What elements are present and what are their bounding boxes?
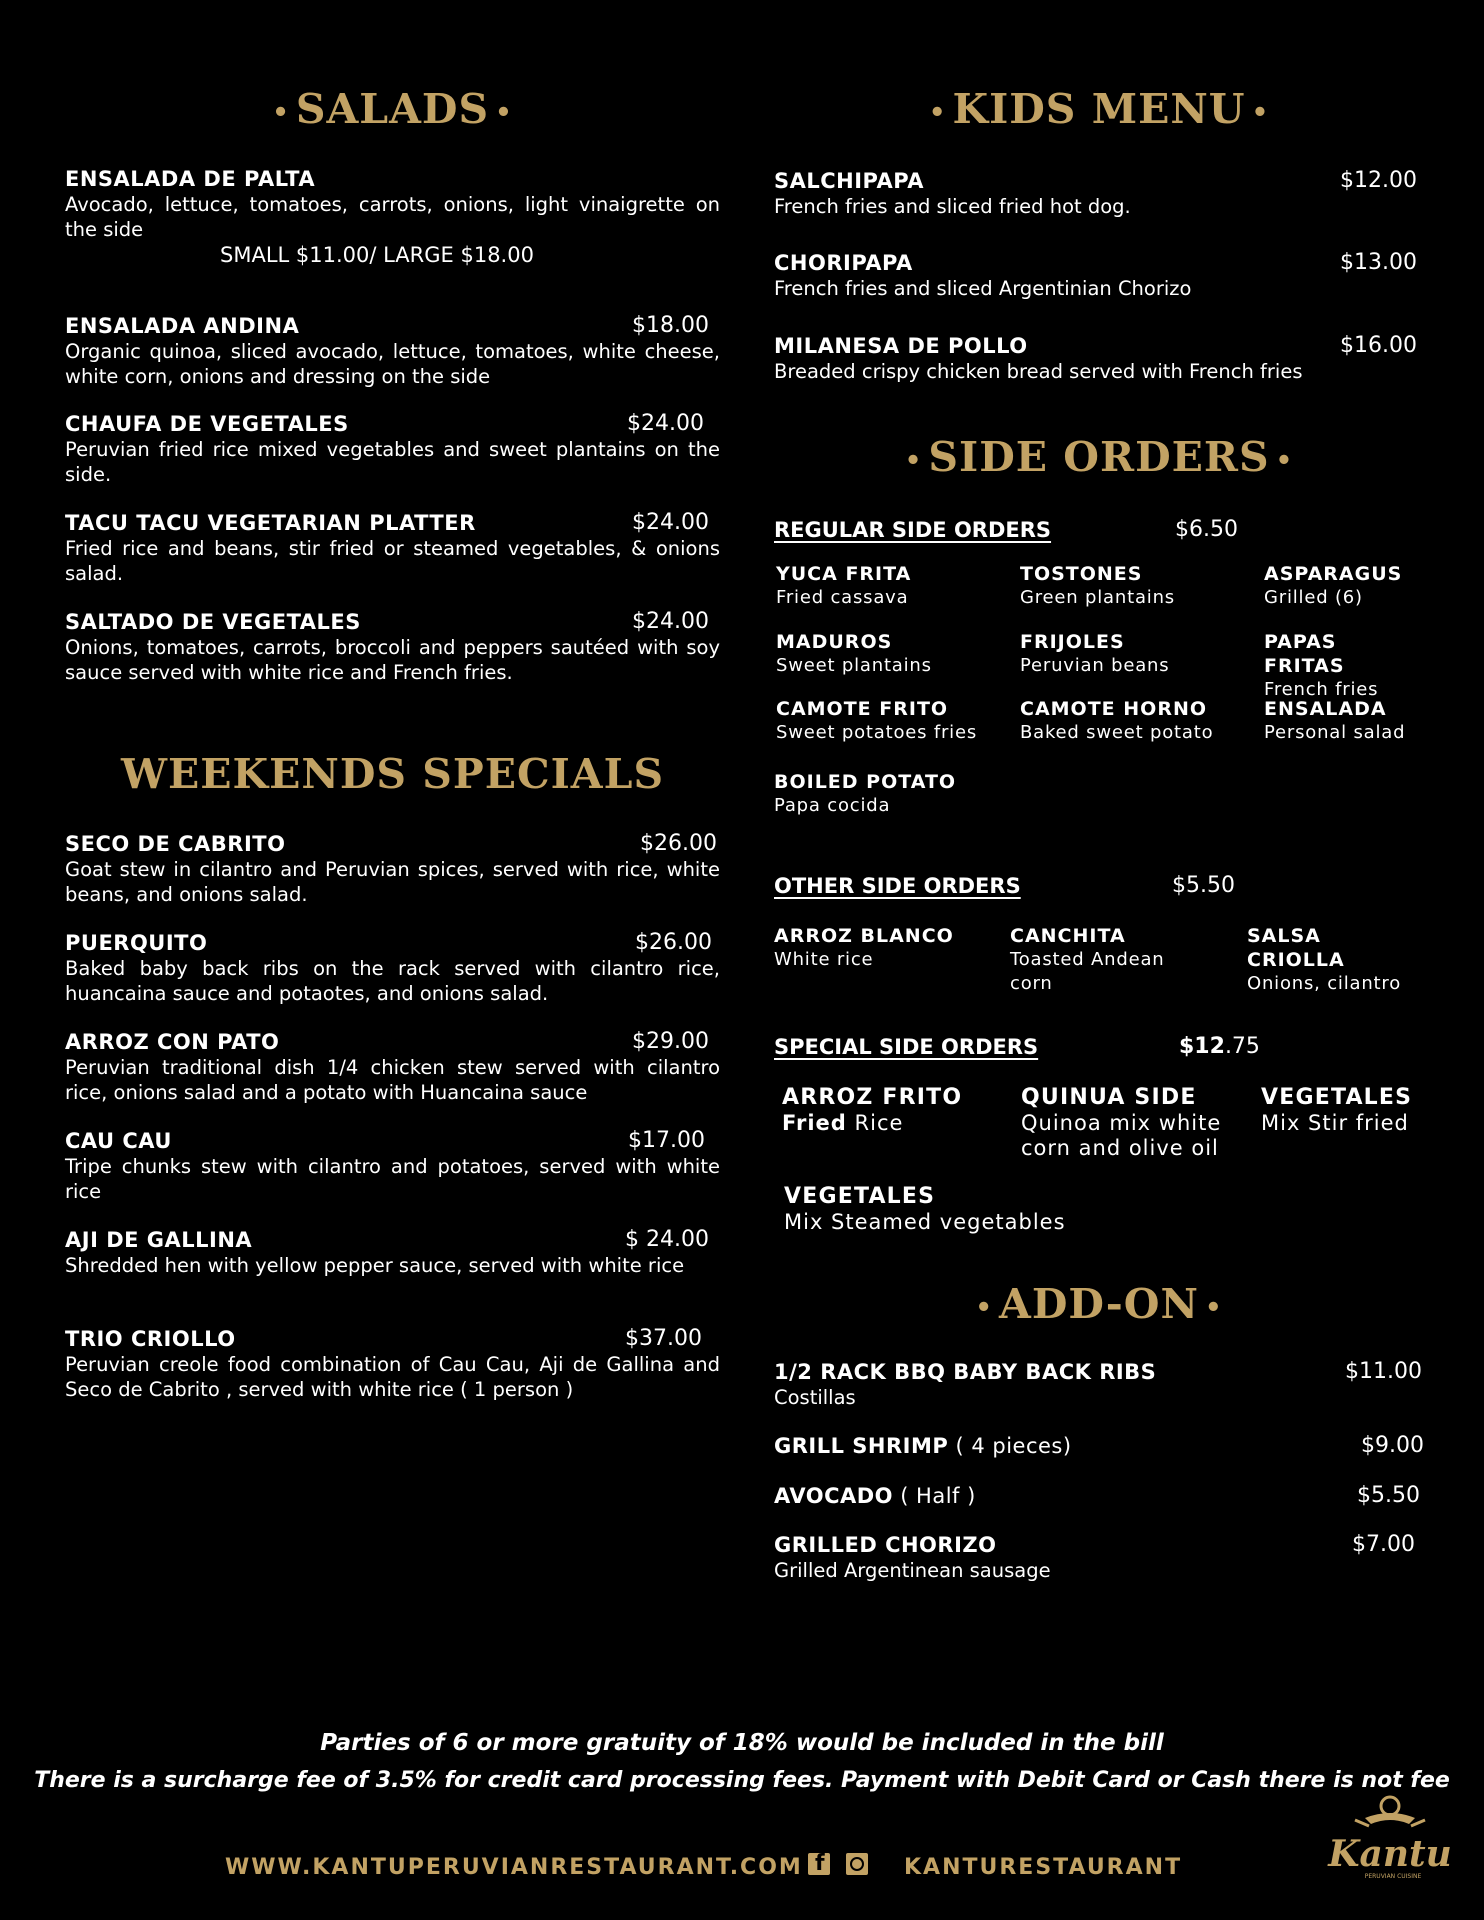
item-description: Peruvian traditional dish 1/4 chicken stew served with cilantro rice, onions salad and a potato with Huancaina sauce — [65, 1056, 720, 1104]
side-item — [776, 630, 932, 678]
item-name: ARROZ CON PATO — [65, 1030, 280, 1054]
menu-item — [774, 333, 1424, 384]
regular-side-orders-price: $6.50 — [1175, 517, 1238, 542]
side-item-name: ARROZ FRITO — [782, 1085, 963, 1110]
menu-item — [65, 930, 720, 1006]
side-item — [1247, 924, 1424, 996]
item-price: $18.00 — [632, 313, 709, 338]
special-side-orders-label: SPECIAL SIDE ORDERS — [774, 1035, 1039, 1059]
side-item-name: MADUROS — [776, 631, 893, 653]
item-name: ENSALADA DE PALTA — [65, 167, 316, 191]
side-item — [1261, 1085, 1412, 1136]
item-description: Breaded crispy chicken bread served with French fries — [774, 360, 1303, 383]
item-description: Peruvian fried rice mixed vegetables and sweet plantains on the side. — [65, 438, 720, 486]
side-item-name: VEGETALES — [784, 1184, 936, 1209]
side-item-description: Fried Rice — [782, 1111, 904, 1135]
menu-item — [65, 1326, 720, 1402]
other-side-orders-price: $5.50 — [1172, 873, 1235, 898]
side-item-name: ARROZ BLANCO — [774, 925, 954, 947]
side-item-description: Papa cocida — [774, 795, 891, 816]
menu-item — [65, 166, 720, 268]
side-item-description: Peruvian beans — [1020, 655, 1170, 676]
side-item-name: ENSALADA — [1264, 698, 1387, 720]
item-price: $9.00 — [1361, 1433, 1424, 1458]
item-description: Fried rice and beans, stir fried or steamed vegetables, & onions salad. — [65, 537, 720, 585]
item-description: Grilled Argentinean sausage — [774, 1559, 1051, 1582]
side-item — [1264, 630, 1424, 702]
menu-item — [774, 168, 1424, 219]
item-name: AVOCADO — [774, 1484, 894, 1508]
website-link[interactable]: WWW.KANTUPERUVIANRESTAURANT.COM — [225, 1855, 803, 1880]
side-item-name: CANCHITA — [1010, 925, 1126, 947]
item-name: MILANESA DE POLLO — [774, 334, 1028, 358]
item-description: Shredded hen with yellow pepper sauce, served with white rice — [65, 1254, 685, 1277]
side-item-description: Toasted Andean corn — [1010, 949, 1165, 994]
social-handle[interactable]: KANTURESTAURANT — [904, 1855, 1183, 1880]
side-item-description: Baked sweet potato — [1020, 722, 1214, 743]
side-item-name: PAPAS FRITAS — [1264, 631, 1345, 677]
item-description: Costillas — [774, 1386, 856, 1409]
item-name: CHORIPAPA — [774, 251, 913, 275]
side-item-name: SALSA CRIOLLA — [1247, 925, 1345, 971]
item-price: $13.00 — [1340, 250, 1417, 275]
item-description: Avocado, lettuce, tomatoes, carrots, onions, light vinaigrette on the side — [65, 193, 720, 241]
menu-item — [65, 609, 720, 685]
side-orders-heading: • SIDE ORDERS • — [904, 433, 1294, 481]
gratuity-note: Parties of 6 or more gratuity of 18% would be included in the bill — [320, 1730, 1164, 1756]
item-name: PUERQUITO — [65, 931, 208, 955]
side-item — [1020, 630, 1169, 678]
side-item-name: FRIJOLES — [1020, 631, 1125, 653]
item-description: French fries and sliced fried hot dog. — [774, 195, 1131, 218]
side-item — [1020, 697, 1213, 745]
side-item-name: BOILED POTATO — [774, 771, 957, 793]
item-price: $37.00 — [625, 1326, 702, 1351]
logo-wordmark: Kantu — [1328, 1833, 1452, 1875]
side-item-description: Onions, cilantro — [1247, 973, 1402, 994]
side-item — [774, 924, 954, 972]
item-name: GRILLED CHORIZO — [774, 1533, 997, 1557]
side-item-description: Quinoa mix white corn and olive oil — [1021, 1111, 1222, 1160]
item-price: $26.00 — [635, 930, 712, 955]
menu-item — [65, 411, 720, 487]
item-size-price: SMALL $11.00/ LARGE $18.00 — [220, 243, 534, 267]
side-item-name: VEGETALES — [1261, 1085, 1413, 1110]
side-item — [1264, 697, 1405, 745]
regular-side-orders-label: REGULAR SIDE ORDERS — [774, 518, 1052, 542]
item-price: $7.00 — [1352, 1532, 1415, 1557]
side-item — [776, 697, 977, 745]
item-price: $24.00 — [632, 510, 709, 535]
menu-item — [65, 1029, 720, 1105]
menu-item — [774, 250, 1424, 301]
side-item-description: Fried cassava — [776, 587, 909, 608]
add-on-heading: • ADD-ON • — [975, 1280, 1223, 1328]
item-description: French fries and sliced Argentinian Chorizo — [774, 277, 1192, 300]
item-description: Organic quinoa, sliced avocado, lettuce, tomatoes, white cheese, white corn, onions and dressing on the side — [65, 340, 720, 388]
facebook-icon[interactable]: f — [808, 1853, 830, 1875]
side-item-name: TOSTONES — [1020, 563, 1143, 585]
item-name: AJI DE GALLINA — [65, 1228, 253, 1252]
side-item — [776, 562, 911, 610]
side-item — [784, 1184, 1066, 1235]
side-item-description: French fries — [1264, 679, 1379, 700]
item-description: Goat stew in cilantro and Peruvian spices, served with rice, white beans, and onions salad. — [65, 858, 720, 906]
item-name: SECO DE CABRITO — [65, 832, 286, 856]
item-name: 1/2 RACK BBQ BABY BACK RIBS — [774, 1360, 1157, 1384]
menu-item — [65, 1227, 720, 1278]
side-item-description: Mix Stir fried — [1261, 1111, 1409, 1135]
surcharge-note: There is a surcharge fee of 3.5% for credit card processing fees. Payment with Debit Card or Cash there is not fee — [34, 1768, 1450, 1793]
side-item-description: Sweet plantains — [776, 655, 932, 676]
logo-emblem-icon — [1328, 1778, 1452, 1898]
item-name: CAU CAU — [65, 1129, 172, 1153]
item-name: TRIO CRIOLLO — [65, 1327, 236, 1351]
side-item-name: ASPARAGUS — [1264, 563, 1403, 585]
side-item-name: YUCA FRITA — [776, 563, 912, 585]
side-item-description: Grilled (6) — [1264, 587, 1363, 608]
item-description: Baked baby back ribs on the rack served with cilantro rice, huancaina sauce and potaotes, and onions salad. — [65, 957, 720, 1005]
item-name: ENSALADA ANDINA — [65, 314, 300, 338]
item-price: $11.00 — [1345, 1359, 1422, 1384]
item-description: Onions, tomatoes, carrots, broccoli and peppers sautéed with soy sauce served with white rice and French fries. — [65, 636, 720, 684]
weekends-heading: WEEKENDS SPECIALS — [120, 750, 665, 798]
item-name: SALTADO DE VEGETALES — [65, 610, 361, 634]
side-item-description: Personal salad — [1264, 722, 1406, 743]
side-item — [1010, 924, 1180, 996]
item-name-suffix: ( 4 pieces) — [948, 1434, 1072, 1458]
instagram-icon[interactable] — [846, 1853, 868, 1875]
side-item-description: Sweet potatoes fries — [776, 722, 978, 743]
item-price: $24.00 — [627, 411, 704, 436]
item-price: $26.00 — [640, 831, 717, 856]
item-name: SALCHIPAPA — [774, 169, 924, 193]
side-item-name: QUINUA SIDE — [1021, 1085, 1197, 1110]
add-on-item — [774, 1359, 1424, 1410]
logo-subtitle: PERUVIAN CUISINE — [1364, 1873, 1422, 1880]
add-on-item — [774, 1532, 1424, 1583]
item-price: $12.00 — [1340, 168, 1417, 193]
menu-item — [65, 1128, 720, 1204]
salads-heading: • SALADS • — [272, 85, 513, 133]
side-item — [1021, 1085, 1241, 1161]
item-description: Tripe chunks stew with cilantro and potatoes, served with white rice — [65, 1155, 720, 1203]
item-price: $29.00 — [632, 1029, 709, 1054]
item-price: $16.00 — [1340, 333, 1417, 358]
side-item-name: CAMOTE HORNO — [1020, 698, 1207, 720]
kids-menu-heading: • KIDS MENU • — [928, 85, 1270, 133]
other-side-orders-label: OTHER SIDE ORDERS — [774, 874, 1021, 898]
add-on-item — [774, 1483, 1424, 1509]
side-item — [1264, 562, 1402, 610]
item-name: TACU TACU VEGETARIAN PLATTER — [65, 511, 476, 535]
item-description: Peruvian creole food combination of Cau Cau, Aji de Gallina and Seco de Cabrito , served with white rice ( 1 person ) — [65, 1353, 720, 1401]
side-item-description: Mix Steamed vegetables — [784, 1210, 1066, 1234]
item-name-suffix: ( Half ) — [893, 1484, 976, 1508]
item-name: GRILL SHRIMP — [774, 1434, 949, 1458]
special-side-orders-price: $12.75 — [1179, 1034, 1260, 1059]
item-price: $17.00 — [628, 1128, 705, 1153]
item-price: $5.50 — [1357, 1483, 1420, 1508]
side-item — [774, 770, 956, 818]
item-price: $ 24.00 — [625, 1227, 709, 1252]
item-name: CHAUFA DE VEGETALES — [65, 412, 349, 436]
menu-item — [65, 510, 720, 586]
menu-item — [65, 313, 720, 389]
side-item — [782, 1085, 962, 1136]
add-on-item — [774, 1433, 1424, 1459]
menu-item — [65, 831, 720, 907]
side-item-description: Green plantains — [1020, 587, 1175, 608]
side-item-name: CAMOTE FRITO — [776, 698, 949, 720]
side-item — [1020, 562, 1175, 610]
side-item-description: White rice — [774, 949, 874, 970]
item-price: $24.00 — [632, 609, 709, 634]
kantu-logo — [1328, 1778, 1452, 1898]
